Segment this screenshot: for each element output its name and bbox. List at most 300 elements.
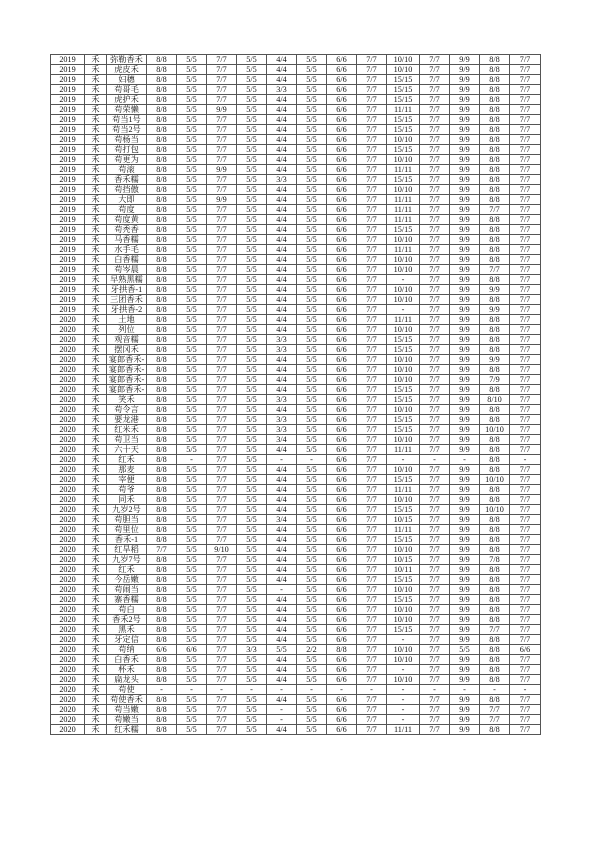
marker-cell: 5/5 <box>177 465 207 475</box>
marker-cell: 4/4 <box>267 195 297 205</box>
table-row <box>51 255 541 265</box>
marker-cell: 5/5 <box>297 135 327 145</box>
marker-cell: 7/7 <box>357 625 387 635</box>
marker-cell: 4/4 <box>267 615 297 625</box>
marker-cell: 7/7 <box>207 145 237 155</box>
marker-cell: 7/7 <box>510 55 541 65</box>
marker-cell: 7/7 <box>420 145 450 155</box>
marker-cell: 7/7 <box>207 605 237 615</box>
marker-cell: 7/7 <box>510 535 541 545</box>
crop-cell: 禾 <box>85 695 107 705</box>
marker-cell: 7/7 <box>510 415 541 425</box>
variety-cell: 苟当嫩 <box>107 705 147 715</box>
marker-cell: 7/7 <box>510 85 541 95</box>
marker-cell: 9/9 <box>450 215 480 225</box>
crop-cell: 禾 <box>85 375 107 385</box>
marker-cell: 10/10 <box>387 325 420 335</box>
marker-cell: 7/7 <box>357 265 387 275</box>
marker-cell: 7/7 <box>420 375 450 385</box>
crop-cell: 禾 <box>85 135 107 145</box>
marker-cell: 5/5 <box>297 415 327 425</box>
marker-cell: 5/5 <box>177 555 207 565</box>
table-row <box>51 435 541 445</box>
marker-cell: 6/6 <box>327 205 357 215</box>
crop-cell: 禾 <box>85 585 107 595</box>
table-row <box>51 335 541 345</box>
data-table <box>50 54 541 735</box>
marker-cell: 8/8 <box>147 635 177 645</box>
crop-cell: 禾 <box>85 615 107 625</box>
marker-cell: 9/9 <box>480 355 510 365</box>
marker-cell: 7/7 <box>510 345 541 355</box>
marker-cell: 8/8 <box>480 585 510 595</box>
crop-cell: 禾 <box>85 595 107 605</box>
marker-cell: 4/4 <box>267 215 297 225</box>
marker-cell: 5/5 <box>177 505 207 515</box>
marker-cell: 8/8 <box>480 235 510 245</box>
marker-cell: 10/10 <box>387 365 420 375</box>
marker-cell: 7/7 <box>420 55 450 65</box>
crop-cell: 禾 <box>85 525 107 535</box>
marker-cell: 8/8 <box>480 75 510 85</box>
marker-cell: 4/4 <box>267 655 297 665</box>
marker-cell: 8/8 <box>480 105 510 115</box>
marker-cell: 10/10 <box>387 605 420 615</box>
table-row <box>51 265 541 275</box>
marker-cell: 7/7 <box>510 475 541 485</box>
marker-cell: 9/9 <box>450 125 480 135</box>
marker-cell: - <box>297 685 327 695</box>
marker-cell: 15/15 <box>387 625 420 635</box>
variety-cell: 苟令言 <box>107 405 147 415</box>
table-row <box>51 85 541 95</box>
marker-cell: 10/11 <box>387 565 420 575</box>
marker-cell: 7/7 <box>207 405 237 415</box>
marker-cell: - <box>480 685 510 695</box>
table-row <box>51 365 541 375</box>
marker-cell: 7/7 <box>357 505 387 515</box>
marker-cell: 7/7 <box>420 65 450 75</box>
crop-cell: 禾 <box>85 185 107 195</box>
marker-cell: 7/7 <box>420 705 450 715</box>
year-cell: 2020 <box>51 415 85 425</box>
marker-cell: 6/6 <box>327 325 357 335</box>
marker-cell: 5/5 <box>237 55 267 65</box>
marker-cell: 4/4 <box>267 665 297 675</box>
marker-cell: 5/5 <box>297 335 327 345</box>
marker-cell: 4/4 <box>267 235 297 245</box>
marker-cell: 4/4 <box>267 295 297 305</box>
marker-cell: 5/5 <box>177 565 207 575</box>
marker-cell: 9/9 <box>450 415 480 425</box>
marker-cell: - <box>387 635 420 645</box>
marker-cell: 6/6 <box>327 465 357 475</box>
marker-cell: 5/5 <box>297 255 327 265</box>
marker-cell: 8/8 <box>480 485 510 495</box>
crop-cell: 禾 <box>85 565 107 575</box>
variety-cell: 苟闹当 <box>107 585 147 595</box>
marker-cell: 8/8 <box>480 525 510 535</box>
marker-cell: 4/4 <box>267 275 297 285</box>
marker-cell: 10/10 <box>387 495 420 505</box>
marker-cell: 5/5 <box>237 505 267 515</box>
variety-cell: 香禾2号 <box>107 615 147 625</box>
year-cell: 2020 <box>51 375 85 385</box>
marker-cell: 7/7 <box>510 585 541 595</box>
marker-cell: 7/7 <box>357 555 387 565</box>
marker-cell: 4/4 <box>267 225 297 235</box>
marker-cell: 8/8 <box>147 725 177 735</box>
marker-cell: 6/6 <box>327 255 357 265</box>
crop-cell: 禾 <box>85 95 107 105</box>
marker-cell: 5/5 <box>297 405 327 415</box>
variety-cell: 苟卫当 <box>107 435 147 445</box>
year-cell: 2020 <box>51 725 85 735</box>
marker-cell: 6/6 <box>327 605 357 615</box>
marker-cell: 8/8 <box>147 535 177 545</box>
marker-cell: 7/7 <box>357 165 387 175</box>
marker-cell: 7/7 <box>357 535 387 545</box>
variety-cell: 牙定信 <box>107 635 147 645</box>
marker-cell: 7/7 <box>510 195 541 205</box>
marker-cell: 8/8 <box>480 345 510 355</box>
table-row <box>51 225 541 235</box>
marker-cell: 5/5 <box>297 485 327 495</box>
table-row <box>51 295 541 305</box>
variety-cell: 苟当2号 <box>107 125 147 135</box>
marker-cell: 4/4 <box>267 165 297 175</box>
marker-cell: 8/8 <box>147 405 177 415</box>
marker-cell: 7/7 <box>357 255 387 265</box>
marker-cell: 9/9 <box>450 355 480 365</box>
marker-cell: 7/7 <box>510 395 541 405</box>
marker-cell: 4/4 <box>267 555 297 565</box>
marker-cell: 8/8 <box>147 215 177 225</box>
marker-cell: 7/7 <box>357 295 387 305</box>
year-cell: 2020 <box>51 565 85 575</box>
year-cell: 2019 <box>51 305 85 315</box>
variety-cell: 红米禾 <box>107 425 147 435</box>
marker-cell: 7/7 <box>510 575 541 585</box>
marker-cell: 7/7 <box>510 255 541 265</box>
marker-cell: 5/5 <box>237 525 267 535</box>
marker-cell: 6/6 <box>327 585 357 595</box>
marker-cell: 7/7 <box>357 325 387 335</box>
marker-cell: 8/8 <box>480 655 510 665</box>
marker-cell: 7/7 <box>420 565 450 575</box>
marker-cell: 7/7 <box>510 105 541 115</box>
year-cell: 2019 <box>51 235 85 245</box>
marker-cell: 15/15 <box>387 425 420 435</box>
marker-cell: 7/7 <box>207 265 237 275</box>
marker-cell: 7/7 <box>480 205 510 215</box>
marker-cell: 10/15 <box>387 515 420 525</box>
marker-cell: 4/4 <box>267 285 297 295</box>
marker-cell: 7/7 <box>510 545 541 555</box>
marker-cell: 8/8 <box>480 725 510 735</box>
marker-cell: 9/9 <box>450 365 480 375</box>
marker-cell: 6/6 <box>327 285 357 295</box>
marker-cell: 5/5 <box>237 425 267 435</box>
marker-cell: 7/7 <box>480 265 510 275</box>
table-row <box>51 315 541 325</box>
crop-cell: 禾 <box>85 455 107 465</box>
marker-cell: 5/5 <box>237 345 267 355</box>
marker-cell: 7/7 <box>510 565 541 575</box>
marker-cell: 8/8 <box>480 315 510 325</box>
marker-cell: 4/4 <box>267 325 297 335</box>
table-row <box>51 575 541 585</box>
marker-cell: 6/6 <box>327 455 357 465</box>
variety-cell: 苟荣懒 <box>107 105 147 115</box>
marker-cell: 7/7 <box>207 345 237 355</box>
crop-cell: 禾 <box>85 205 107 215</box>
table-row <box>51 405 541 415</box>
marker-cell: 9/9 <box>450 565 480 575</box>
marker-cell: 7/7 <box>420 635 450 645</box>
marker-cell: 5/5 <box>177 215 207 225</box>
marker-cell: 5/5 <box>177 585 207 595</box>
marker-cell: 7/7 <box>510 185 541 195</box>
marker-cell: 6/6 <box>327 95 357 105</box>
marker-cell: 7/7 <box>357 455 387 465</box>
crop-cell: 禾 <box>85 215 107 225</box>
marker-cell: 8/8 <box>147 165 177 175</box>
marker-cell: 8/8 <box>480 365 510 375</box>
marker-cell: 7/7 <box>510 485 541 495</box>
marker-cell: 7/7 <box>207 245 237 255</box>
marker-cell: 9/9 <box>450 715 480 725</box>
marker-cell: 7/7 <box>510 295 541 305</box>
marker-cell: 7/7 <box>480 715 510 725</box>
marker-cell: 5/5 <box>297 375 327 385</box>
marker-cell: 5/5 <box>177 665 207 675</box>
variety-cell: 苟当1号 <box>107 115 147 125</box>
marker-cell: 5/5 <box>177 285 207 295</box>
crop-cell: 禾 <box>85 555 107 565</box>
crop-cell: 禾 <box>85 245 107 255</box>
marker-cell: 4/4 <box>267 695 297 705</box>
marker-cell: 7/7 <box>420 645 450 655</box>
marker-cell: 7/7 <box>510 315 541 325</box>
marker-cell: 7/7 <box>357 205 387 215</box>
marker-cell: 8/8 <box>480 195 510 205</box>
year-cell: 2019 <box>51 55 85 65</box>
marker-cell: 3/4 <box>267 515 297 525</box>
marker-cell: 10/15 <box>387 555 420 565</box>
marker-cell: 7/7 <box>510 695 541 705</box>
marker-cell: 7/7 <box>357 495 387 505</box>
marker-cell: 6/6 <box>327 55 357 65</box>
marker-cell: 11/11 <box>387 315 420 325</box>
marker-cell: 7/7 <box>357 145 387 155</box>
marker-cell: 15/15 <box>387 395 420 405</box>
table-row <box>51 515 541 525</box>
marker-cell: 11/11 <box>387 215 420 225</box>
marker-cell: 5/5 <box>237 155 267 165</box>
marker-cell: 4/4 <box>267 605 297 615</box>
marker-cell: 7/7 <box>420 245 450 255</box>
marker-cell: 6/6 <box>327 495 357 505</box>
marker-cell: 6/6 <box>327 155 357 165</box>
marker-cell: 7/7 <box>357 85 387 95</box>
marker-cell: 10/10 <box>387 465 420 475</box>
variety-cell: 宴郎香禾- <box>107 365 147 375</box>
table-row <box>51 525 541 535</box>
marker-cell: 5/5 <box>297 115 327 125</box>
variety-cell: 虎皮禾 <box>107 65 147 75</box>
marker-cell: 10/10 <box>480 505 510 515</box>
marker-cell: 9/9 <box>450 345 480 355</box>
marker-cell: 8/8 <box>480 435 510 445</box>
marker-cell: 6/6 <box>327 135 357 145</box>
marker-cell: 5/5 <box>177 145 207 155</box>
marker-cell: 7/7 <box>357 95 387 105</box>
marker-cell: 7/7 <box>357 665 387 675</box>
year-cell: 2019 <box>51 245 85 255</box>
marker-cell: 5/5 <box>297 155 327 165</box>
crop-cell: 禾 <box>85 415 107 425</box>
marker-cell: 4/4 <box>267 315 297 325</box>
marker-cell: 4/4 <box>267 135 297 145</box>
marker-cell: 4/4 <box>267 145 297 155</box>
marker-cell: 9/9 <box>450 195 480 205</box>
marker-cell: 11/11 <box>387 165 420 175</box>
marker-cell: 5/5 <box>177 395 207 405</box>
variety-cell: 牙拱香-1 <box>107 285 147 295</box>
year-cell: 2020 <box>51 435 85 445</box>
marker-cell: 5/5 <box>237 405 267 415</box>
year-cell: 2020 <box>51 385 85 395</box>
marker-cell: 11/11 <box>387 195 420 205</box>
marker-cell: 7/7 <box>420 385 450 395</box>
marker-cell: 7/7 <box>510 725 541 735</box>
year-cell: 2020 <box>51 475 85 485</box>
crop-cell: 禾 <box>85 155 107 165</box>
marker-cell: 6/6 <box>327 65 357 75</box>
marker-cell: 9/9 <box>450 255 480 265</box>
marker-cell: 7/7 <box>510 95 541 105</box>
marker-cell: 8/8 <box>147 185 177 195</box>
marker-cell: 6/6 <box>327 375 357 385</box>
marker-cell: 5/5 <box>297 365 327 375</box>
marker-cell: 7/7 <box>420 175 450 185</box>
variety-cell: 寨香糯 <box>107 595 147 605</box>
marker-cell: 7/7 <box>510 355 541 365</box>
marker-cell: 5/5 <box>297 195 327 205</box>
marker-cell: 5/5 <box>177 55 207 65</box>
marker-cell: 7/7 <box>420 125 450 135</box>
marker-cell: 8/8 <box>480 465 510 475</box>
variety-cell: 虎护禾 <box>107 95 147 105</box>
marker-cell: 7/7 <box>510 275 541 285</box>
marker-cell: 5/5 <box>297 505 327 515</box>
marker-cell: - <box>297 455 327 465</box>
marker-cell: 7/9 <box>480 375 510 385</box>
year-cell: 2020 <box>51 505 85 515</box>
marker-cell: 15/15 <box>387 595 420 605</box>
marker-cell: 6/6 <box>327 505 357 515</box>
marker-cell: 7/7 <box>207 725 237 735</box>
year-cell: 2020 <box>51 555 85 565</box>
marker-cell: 5/5 <box>177 85 207 95</box>
table-row <box>51 345 541 355</box>
crop-cell: 禾 <box>85 385 107 395</box>
marker-cell: 8/8 <box>480 575 510 585</box>
variety-cell: 牙拱香-2 <box>107 305 147 315</box>
marker-cell: 5/5 <box>177 225 207 235</box>
marker-cell: - <box>387 305 420 315</box>
marker-cell: 8/8 <box>480 95 510 105</box>
marker-cell: 8/8 <box>147 515 177 525</box>
marker-cell: 7/7 <box>207 395 237 405</box>
variety-cell: 苟杨当 <box>107 135 147 145</box>
marker-cell: 8/8 <box>480 605 510 615</box>
marker-cell: 7/7 <box>207 715 237 725</box>
marker-cell: 6/6 <box>327 665 357 675</box>
marker-cell: 7/7 <box>420 285 450 295</box>
marker-cell: 7/7 <box>420 105 450 115</box>
marker-cell: 9/9 <box>450 585 480 595</box>
marker-cell: 7/7 <box>207 645 237 655</box>
marker-cell: 5/5 <box>297 705 327 715</box>
marker-cell: 7/7 <box>357 235 387 245</box>
marker-cell: 8/8 <box>147 465 177 475</box>
marker-cell: 7/7 <box>207 155 237 165</box>
marker-cell: 5/5 <box>177 385 207 395</box>
year-cell: 2019 <box>51 205 85 215</box>
marker-cell: 7/7 <box>420 695 450 705</box>
marker-cell: 9/9 <box>450 245 480 255</box>
marker-cell: 7/7 <box>510 555 541 565</box>
table-row <box>51 715 541 725</box>
marker-cell: 8/8 <box>147 475 177 485</box>
marker-cell: - <box>387 695 420 705</box>
crop-cell: 禾 <box>85 335 107 345</box>
variety-cell: 苟打包 <box>107 145 147 155</box>
marker-cell: 8/8 <box>480 665 510 675</box>
marker-cell: 5/5 <box>177 155 207 165</box>
marker-cell: 7/7 <box>420 495 450 505</box>
table-row <box>51 95 541 105</box>
marker-cell: 7/7 <box>420 195 450 205</box>
marker-cell: 5/5 <box>237 695 267 705</box>
marker-cell: 5/5 <box>237 445 267 455</box>
marker-cell: 7/7 <box>420 115 450 125</box>
marker-cell: 5/5 <box>177 105 207 115</box>
year-cell: 2020 <box>51 645 85 655</box>
marker-cell: 8/8 <box>147 155 177 165</box>
year-cell: 2020 <box>51 525 85 535</box>
crop-cell: 禾 <box>85 275 107 285</box>
marker-cell: 9/9 <box>450 445 480 455</box>
year-cell: 2019 <box>51 95 85 105</box>
variety-cell: 土地 <box>107 315 147 325</box>
marker-cell: 4/4 <box>267 475 297 485</box>
marker-cell: 7/7 <box>207 585 237 595</box>
marker-cell: 5/5 <box>177 365 207 375</box>
marker-cell: 8/8 <box>147 85 177 95</box>
marker-cell: 11/11 <box>387 525 420 535</box>
marker-cell: 5/5 <box>237 195 267 205</box>
marker-cell: 8/8 <box>480 455 510 465</box>
year-cell: 2020 <box>51 675 85 685</box>
marker-cell: 5/5 <box>237 675 267 685</box>
year-cell: 2019 <box>51 295 85 305</box>
marker-cell: 4/4 <box>267 55 297 65</box>
variety-cell: 今岳嫩 <box>107 575 147 585</box>
marker-cell: 5/5 <box>177 305 207 315</box>
